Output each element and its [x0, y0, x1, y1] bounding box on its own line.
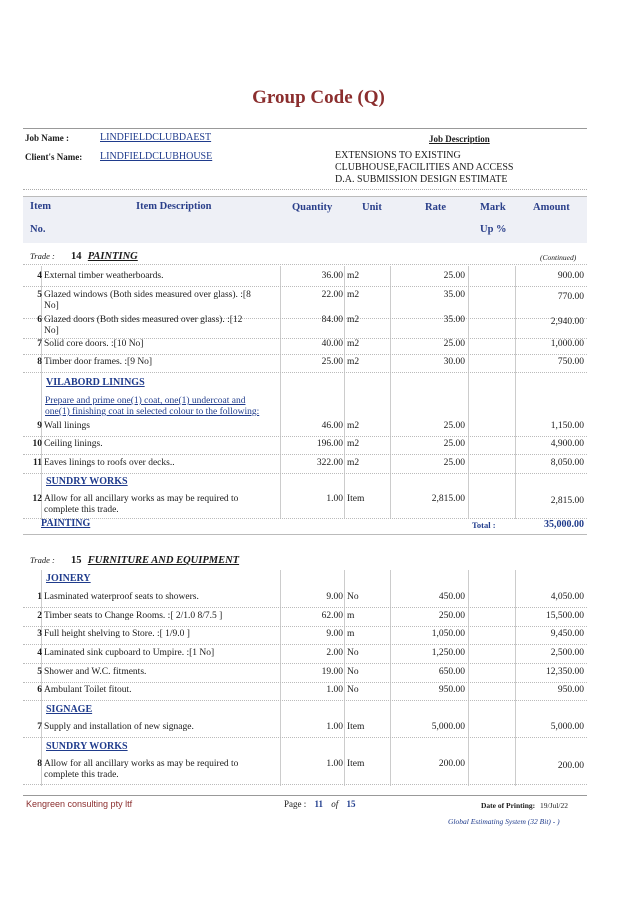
- item-description: [44, 722, 279, 733]
- item-number: 5: [37, 290, 42, 300]
- column-header: [23, 196, 587, 243]
- quantity-cell: 62.00: [321, 611, 343, 621]
- col-rate: Rate: [425, 202, 446, 213]
- system-name: Global Estimating System (32 Bit) - ): [448, 817, 560, 826]
- item-number: 5: [37, 667, 42, 677]
- amount-cell: 4,900.00: [550, 439, 584, 449]
- description-line: Lasminated waterproof seats to showers.: [44, 592, 199, 602]
- table-row: [23, 759, 587, 783]
- amount-cell: 5,000.00: [550, 722, 584, 732]
- rate-cell: 650.00: [438, 667, 465, 677]
- trade-name: FURNITURE AND EQUIPMENT: [87, 555, 240, 566]
- job-description-label: Job Description: [429, 134, 490, 144]
- page-of: of: [331, 799, 339, 809]
- trade-label: Trade :: [30, 555, 55, 565]
- rate-cell: 950.00: [438, 685, 465, 695]
- quantity-cell: 1.00: [326, 685, 343, 695]
- table-row: [23, 611, 587, 623]
- quantity-cell: 25.00: [321, 357, 343, 367]
- item-number: 4: [37, 271, 42, 281]
- section-vilabord-linings: VILABORD LININGS: [46, 377, 145, 388]
- description-line: Eaves linings to roofs over decks..: [44, 458, 175, 468]
- rate-cell: 30.00: [443, 357, 465, 367]
- printing-date: [481, 801, 568, 810]
- rate-cell: 25.00: [443, 339, 465, 349]
- description-line: Timber door frames. :[9 No]: [44, 357, 153, 367]
- trade-name: PAINTING: [87, 251, 138, 262]
- rate-cell: 25.00: [443, 458, 465, 468]
- col-up: Up %: [480, 224, 507, 235]
- col-mark: Mark: [480, 202, 506, 213]
- company-name: Kengreen consulting pty ltf: [26, 799, 133, 809]
- trade-label: Trade :: [30, 251, 55, 261]
- item-description: [44, 357, 279, 368]
- item-description: [44, 315, 279, 337]
- quantity-cell: 22.00: [321, 290, 343, 300]
- col-amount: Amount: [533, 202, 570, 213]
- description-line: No]: [44, 301, 59, 311]
- description-line: Allow for all ancillary works as may be required to: [44, 759, 239, 769]
- item-number: 6: [37, 315, 42, 325]
- col-unit: Unit: [362, 202, 382, 213]
- table-row: [23, 685, 587, 697]
- description-line: No]: [44, 326, 59, 336]
- trade-15-header: [30, 555, 239, 566]
- item-number: 3: [37, 629, 42, 639]
- amount-cell: 200.00: [557, 761, 584, 771]
- section-sundry-works: SUNDRY WORKS: [46, 476, 128, 487]
- rate-cell: 35.00: [443, 315, 465, 325]
- quantity-cell: 322.00: [316, 458, 343, 468]
- col-item: Item: [30, 201, 51, 212]
- amount-cell: 1,000.00: [550, 339, 584, 349]
- item-number: 6: [37, 685, 42, 695]
- rate-cell: 35.00: [443, 290, 465, 300]
- amount-cell: 9,450.00: [550, 629, 584, 639]
- table-row: [23, 421, 587, 433]
- col-description: Item Description: [136, 201, 212, 212]
- amount-cell: 770.00: [557, 292, 584, 302]
- total-value: 35,000.00: [544, 519, 584, 530]
- item-number: 7: [37, 339, 42, 349]
- item-number: 8: [37, 759, 42, 769]
- description-line: Ambulant Toilet fitout.: [44, 685, 132, 695]
- unit-cell: No: [347, 667, 359, 677]
- unit-cell: Item: [347, 759, 365, 769]
- trade-number: 14: [71, 251, 82, 262]
- description-line: Allow for all ancillary works as may be required to: [44, 494, 239, 504]
- amount-cell: 750.00: [557, 357, 584, 367]
- amount-cell: 1,150.00: [550, 421, 584, 431]
- rate-cell: 25.00: [443, 271, 465, 281]
- table-row: [23, 458, 587, 470]
- job-description-line: CLUBHOUSE,FACILITIES AND ACCESS: [335, 162, 514, 173]
- rate-cell: 5,000.00: [431, 722, 465, 732]
- table-row: [23, 667, 587, 679]
- amount-cell: 950.00: [557, 685, 584, 695]
- item-description: [44, 290, 279, 312]
- table-row: [23, 339, 587, 351]
- amount-cell: 12,350.00: [546, 667, 584, 677]
- rate-cell: 1,250.00: [431, 648, 465, 658]
- trade-number: 15: [71, 555, 82, 566]
- quantity-cell: 9.00: [326, 629, 343, 639]
- printing-value: 19/Jul/22: [540, 801, 568, 810]
- table-row: [23, 592, 587, 604]
- item-description: [44, 271, 279, 282]
- quantity-cell: 36.00: [321, 271, 343, 281]
- item-description: [44, 439, 279, 450]
- job-name-value: LINDFIELDCLUBDAEST: [100, 132, 212, 143]
- rate-cell: 25.00: [443, 421, 465, 431]
- table-row: [23, 494, 587, 518]
- unit-cell: Item: [347, 494, 365, 504]
- unit-cell: m2: [347, 357, 360, 367]
- amount-cell: 15,500.00: [546, 611, 584, 621]
- page-title: Group Code (Q): [252, 87, 385, 108]
- description-line: External timber weatherboards.: [44, 271, 164, 281]
- description-line: complete this trade.: [44, 770, 119, 780]
- description-line: Solid core doors. :[10 No]: [44, 339, 144, 349]
- item-number: 4: [37, 648, 42, 658]
- page-label: Page :: [284, 799, 307, 809]
- rate-cell: 1,050.00: [431, 629, 465, 639]
- item-number: 2: [37, 611, 42, 621]
- quantity-cell: 2.00: [326, 648, 343, 658]
- continued-note: (Continued): [540, 253, 577, 262]
- item-description: [44, 339, 279, 350]
- item-description: [44, 592, 279, 603]
- unit-cell: m2: [347, 315, 360, 325]
- description-line: Full height shelving to Store. :[ 1/9.0 ]: [44, 629, 190, 639]
- unit-cell: No: [347, 592, 359, 602]
- job-description-line: D.A. SUBMISSION DESIGN ESTIMATE: [335, 174, 508, 185]
- item-number: 12: [32, 494, 42, 504]
- amount-cell: 4,050.00: [550, 592, 584, 602]
- col-quantity: Quantity: [292, 202, 333, 213]
- description-line: Wall linings: [44, 421, 90, 431]
- rate-cell: 250.00: [438, 611, 465, 621]
- description-line: Glazed doors (Both sides measured over glass). :[12: [44, 315, 243, 325]
- unit-cell: m2: [347, 339, 360, 349]
- amount-cell: 2,500.00: [550, 648, 584, 658]
- total-label: Total :: [472, 520, 496, 530]
- unit-cell: m2: [347, 290, 360, 300]
- table-row: [23, 722, 587, 734]
- description-line: complete this trade.: [44, 505, 119, 515]
- trade-14-header: [30, 251, 138, 262]
- section-signage: SIGNAGE: [46, 704, 93, 715]
- description-line: Laminated sink cupboard to Umpire. :[1 No]: [44, 648, 215, 658]
- page-indicator: [284, 799, 356, 809]
- rate-cell: 200.00: [438, 759, 465, 769]
- amount-cell: 2,815.00: [550, 496, 584, 506]
- quantity-cell: 19.00: [321, 667, 343, 677]
- printing-label: Date of Printing:: [481, 801, 536, 810]
- description-line: Glazed windows (Both sides measured over glass). :[8: [44, 290, 251, 300]
- note-line: one(1) finishing coat in selected colour to the following:: [45, 407, 260, 417]
- description-line: Ceiling linings.: [44, 439, 103, 449]
- item-description: [44, 685, 279, 696]
- item-description: [44, 648, 279, 659]
- item-description: [44, 629, 279, 640]
- unit-cell: m2: [347, 439, 360, 449]
- amount-cell: 2,940.00: [550, 317, 584, 327]
- vilabord-note: [45, 396, 259, 418]
- client-name-value: LINDFIELDCLUBHOUSE: [100, 151, 213, 162]
- quantity-cell: 1.00: [326, 494, 343, 504]
- job-description-line: EXTENSIONS TO EXISTING: [335, 150, 461, 161]
- quantity-cell: 1.00: [326, 759, 343, 769]
- rate-cell: 450.00: [438, 592, 465, 602]
- item-number: 9: [37, 421, 42, 431]
- rate-cell: 25.00: [443, 439, 465, 449]
- unit-cell: Item: [347, 722, 365, 732]
- quantity-cell: 196.00: [316, 439, 343, 449]
- item-description: [44, 421, 279, 432]
- description-line: Timber seats to Change Rooms. :[ 2/1.0 8/7.5 ]: [44, 611, 223, 621]
- page-total: 15: [346, 799, 356, 809]
- job-description: [335, 150, 513, 186]
- table-row: [23, 290, 587, 314]
- table-row: [23, 439, 587, 451]
- col-no: No.: [30, 224, 46, 235]
- item-number: 7: [37, 722, 42, 732]
- section-joinery: JOINERY: [46, 573, 91, 584]
- quantity-cell: 84.00: [321, 315, 343, 325]
- unit-cell: m: [347, 611, 355, 621]
- quantity-cell: 9.00: [326, 592, 343, 602]
- rate-cell: 2,815.00: [431, 494, 465, 504]
- trade-total-name: PAINTING: [41, 518, 91, 529]
- table-row: [23, 315, 587, 339]
- quantity-cell: 46.00: [321, 421, 343, 431]
- item-number: 11: [33, 458, 42, 468]
- table-row: [23, 271, 587, 283]
- description-line: Shower and W.C. fitments.: [44, 667, 147, 677]
- quantity-cell: 40.00: [321, 339, 343, 349]
- item-description: [44, 494, 279, 516]
- job-name-label: Job Name :: [25, 133, 69, 143]
- unit-cell: m2: [347, 271, 360, 281]
- table-row: [23, 357, 587, 369]
- table-row: [23, 648, 587, 660]
- page-number: 11: [314, 799, 324, 809]
- item-description: [44, 458, 279, 469]
- amount-cell: 900.00: [557, 271, 584, 281]
- item-number: 10: [32, 439, 42, 449]
- item-description: [44, 667, 279, 678]
- unit-cell: m2: [347, 421, 360, 431]
- unit-cell: m: [347, 629, 355, 639]
- section-sundry-works: SUNDRY WORKS: [46, 741, 128, 752]
- table-row: [23, 629, 587, 641]
- quantity-cell: 1.00: [326, 722, 343, 732]
- item-description: [44, 759, 279, 781]
- item-number: 1: [37, 592, 42, 602]
- unit-cell: No: [347, 648, 359, 658]
- client-name-label: Client's Name:: [25, 152, 83, 162]
- description-line: Supply and installation of new signage.: [44, 722, 194, 732]
- item-number: 8: [37, 357, 42, 367]
- item-description: [44, 611, 279, 622]
- unit-cell: No: [347, 685, 359, 695]
- note-line: Prepare and prime one(1) coat, one(1) undercoat and: [45, 396, 246, 406]
- amount-cell: 8,050.00: [550, 458, 584, 468]
- unit-cell: m2: [347, 458, 360, 468]
